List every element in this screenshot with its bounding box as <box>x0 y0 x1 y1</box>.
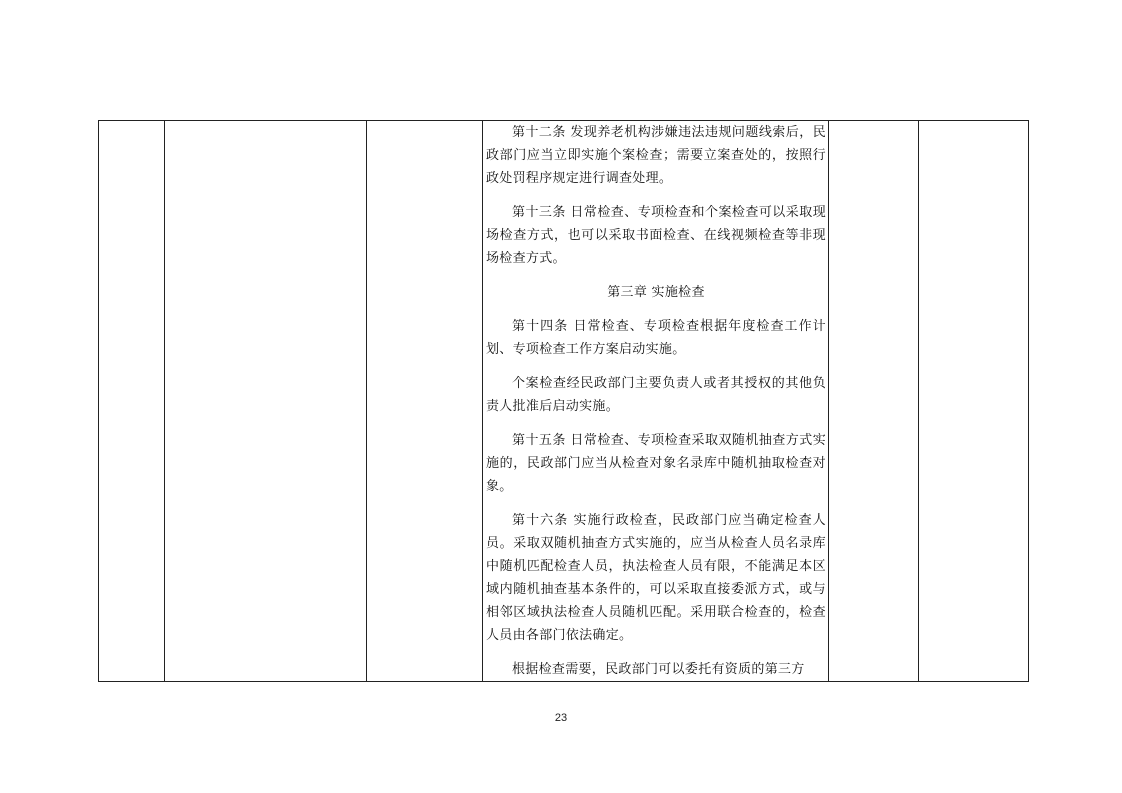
table-cell-col6 <box>919 121 1029 682</box>
table-row <box>99 121 1029 682</box>
article-16-paragraph-2: 根据检查需要，民政部门可以委托有资质的第三方 <box>512 662 805 677</box>
chapter-heading: 第三章 实施检查 <box>607 285 705 300</box>
table-cell-col5 <box>829 121 919 682</box>
table-cell-content <box>483 121 829 682</box>
article-15: 第十五条 日常检查、专项检查采取双随机抽查方式实施的，民政部门应当从检查对象名录库中随机抽取检查对象。 <box>486 433 826 494</box>
article-14-paragraph-2: 个案检查经民政部门主要负责人或者其授权的其他负责人批准后启动实施。 <box>486 376 826 414</box>
article-13: 第十三条 日常检查、专项检查和个案检查可以采取现场检查方式，也可以采取书面检查、在线视频检查等非现场检查方式。 <box>486 205 826 266</box>
article-14: 第十四条 日常检查、专项检查根据年度检查工作计划、专项检查工作方案启动实施。 <box>486 319 826 357</box>
page-number: 23 <box>554 712 568 724</box>
table-cell-col3 <box>367 121 483 682</box>
article-16: 第十六条 实施行政检查，民政部门应当确定检查人员。采取双随机抽查方式实施的，应当从检查人员名录库中随机匹配检查人员，执法检查人员有限，不能满足本区域内随机抽查基本条件的，可以采取直接委派方式，或与相邻区域执法检查人员随机匹配。采用联合检查的，检查人员由各部门依法确定。 <box>486 513 826 643</box>
article-12: 第十二条 发现养老机构涉嫌违法违规问题线索后，民政部门应当立即实施个案检查；需要立案查处的，按照行政处罚程序规定进行调查处理。 <box>486 125 826 186</box>
table-cell-col1 <box>99 121 165 682</box>
table-cell-col2 <box>165 121 367 682</box>
regulation-table <box>98 120 1029 682</box>
